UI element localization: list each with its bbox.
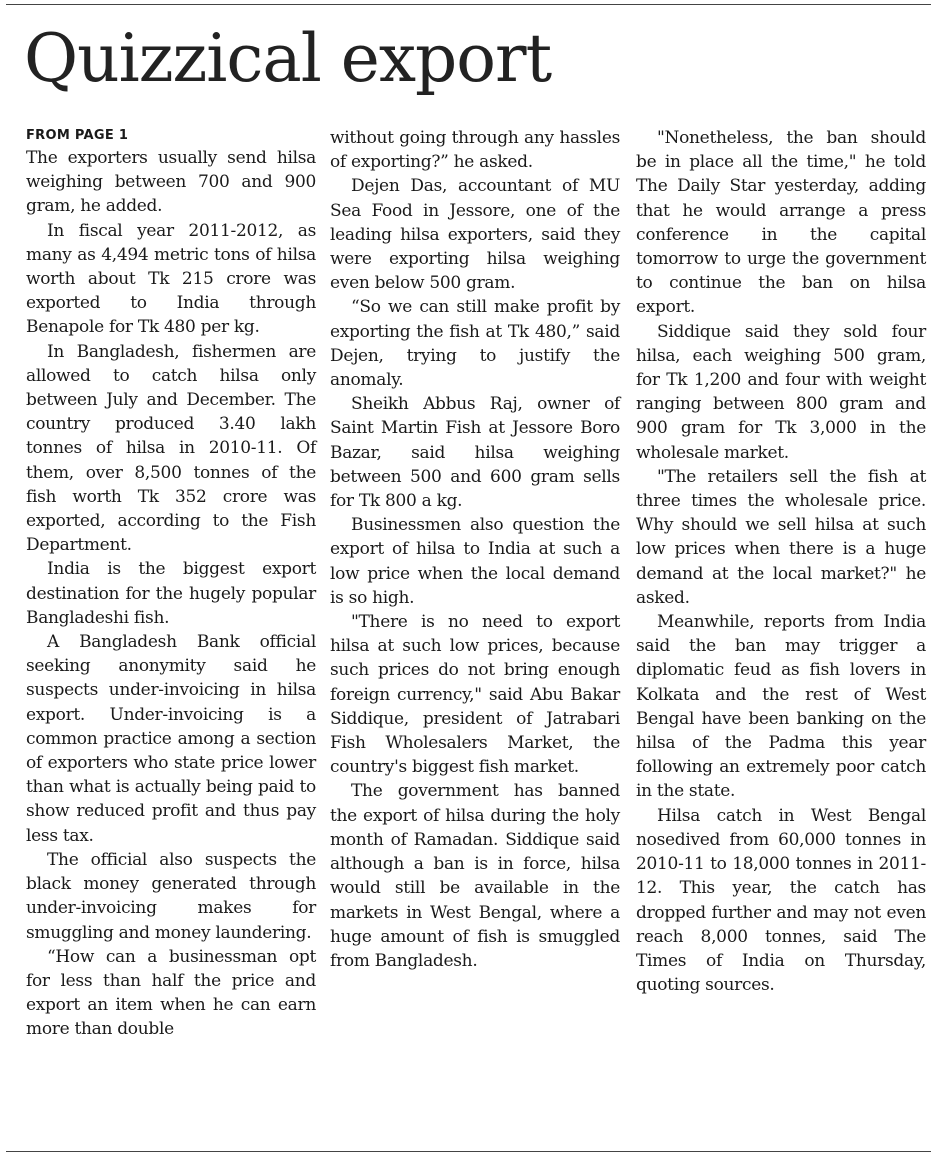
column-3 <box>636 126 926 997</box>
paragraph: In fiscal year 2011-2012, as many as 4,494 metric tons of hilsa worth about Tk 215 crore was exported to India through Benapole for Tk 480 per kg. <box>26 220 316 338</box>
paragraph: A Bangladesh Bank official seeking anonymity said he suspects under-invoicing in hilsa export. Under-invoicing is a common practice among a section of exporters who state price lower than what is actually being paid to show reduced profit and thus pay less tax. <box>26 632 316 846</box>
column-1 <box>26 126 316 1042</box>
column-2 <box>330 126 620 973</box>
kicker: FROM PAGE 1 <box>26 128 129 143</box>
paragraph: “So we can still make profit by exporting the fish at Tk 480,” said Dejen, trying to justify the anomaly. <box>330 297 620 391</box>
headline: Quizzical export <box>24 20 552 97</box>
paragraph: Siddique said they sold four hilsa, each weighing 500 gram, for Tk 1,200 and four with weight ranging between 800 gram and 900 gram for Tk 3,000 in the wholesale market. <box>636 321 926 463</box>
paragraph: "The retailers sell the fish at three times the wholesale price. Why should we sell hilsa at such low prices when there is a huge demand at the local market?" he asked. <box>636 466 926 608</box>
article-body <box>26 126 926 1134</box>
paragraph: The government has banned the export of hilsa during the holy month of Ramadan. Siddique said although a ban is in force, hilsa would still be available in the markets in West Bengal, where a huge amount of fish is smuggled from Bangladesh. <box>330 781 620 971</box>
paragraph: without going through any hassles of exporting?” he asked. <box>330 128 620 173</box>
paragraph: The exporters usually send hilsa weighing between 700 and 900 gram, he added. <box>26 148 316 217</box>
paragraph: In Bangladesh, fishermen are allowed to catch hilsa only between July and December. The country produced 3.40 lakh tonnes of hilsa in 2010-11. Of them, over 8,500 tonnes of the fish worth Tk 352 crore was exported, according to the Fish Department. <box>26 341 316 556</box>
paragraph: Sheikh Abbus Raj, owner of Saint Martin Fish at Jessore Boro Bazar, said hilsa weighing between 500 and 600 gram sells for Tk 800 a kg. <box>330 394 620 512</box>
paragraph: India is the biggest export destination for the hugely popular Bangladeshi fish. <box>26 559 316 628</box>
paragraph: The official also suspects the black money generated through under-invoicing makes for smuggling and money laundering. <box>26 849 316 943</box>
paragraph: Businessmen also question the export of hilsa to India at such a low price when the local demand is so high. <box>330 515 620 608</box>
paragraph: "There is no need to export hilsa at such low prices, because such prices do not bring enough foreign currency," said Abu Bakar Siddique, president of Jatrabari Fish Wholesalers Market, the country's biggest fish market. <box>330 612 620 778</box>
paragraph: Hilsa catch in West Bengal nosedived from 60,000 tonnes in 2010-11 to 18,000 tonnes in 2011-12. This year, the catch has dropped further and may not even reach 8,000 tonnes, said The Times of India on Thursday, quoting sources. <box>636 805 926 996</box>
paragraph: Dejen Das, accountant of MU Sea Food in Jessore, one of the leading hilsa exporters, said they were exporting hilsa weighing even below 500 gram. <box>330 176 620 294</box>
paragraph: “How can a businessman opt for less than half the price and export an item when he can earn more than double <box>26 946 316 1040</box>
paragraph: "Nonetheless, the ban should be in place all the time," he told The Daily Star yesterday, adding that he would arrange a press conference in the capital tomorrow to urge the government to continue the ban on hilsa export. <box>636 128 926 318</box>
paragraph: Meanwhile, reports from India said the ban may trigger a diplomatic feud as fish lovers in Kolkata and the rest of West Bengal have been banking on the hilsa of the Padma this year following an extremely poor catch in the state. <box>636 612 926 802</box>
